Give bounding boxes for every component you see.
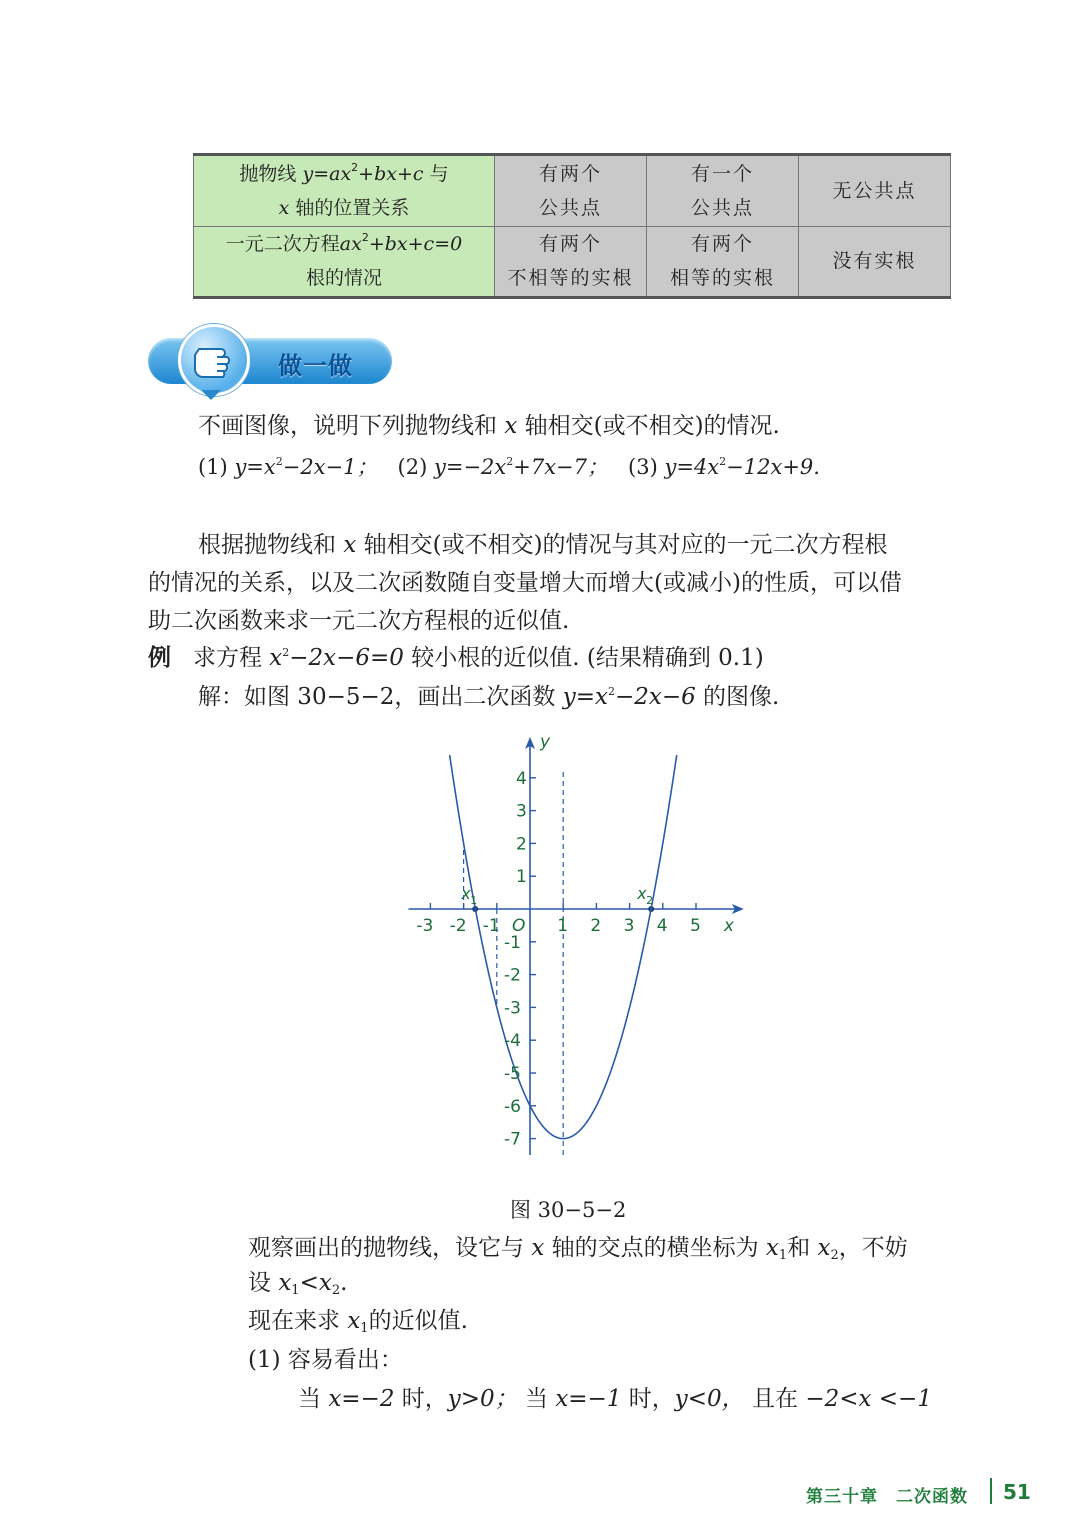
table-cell: 无公共点 [799, 155, 951, 227]
root-label: x [461, 884, 471, 903]
table-header-equation: 一元二次方程$ax^2+bx+c=0$ 根的情况 [194, 226, 495, 298]
now-line: 现在来求 $x_1$的近似值. [248, 1308, 468, 1336]
table-cell: 没有实根 [799, 226, 951, 298]
y-tick-label: -2 [504, 965, 521, 986]
x-tick-label: 4 [656, 916, 668, 936]
hand-icon [181, 327, 247, 393]
y-tick-label: -6 [504, 1096, 521, 1117]
observe-line: 设 $x_1<x_2$. [248, 1270, 348, 1298]
table-row [194, 226, 951, 298]
tick-labels [416, 732, 734, 1150]
x-tick-label: 2 [590, 916, 602, 936]
y-tick-label: 2 [516, 834, 527, 855]
example-question: 例 求方程 $x^2-2x-6=0$ 较小根的近似值. (结果精确到 0.1) [148, 645, 764, 671]
root-label: x [637, 884, 647, 903]
example-solution: 解：如图 30−5−2，画出二次函数 $y=x^2-2x-6$ 的图像. [198, 684, 780, 710]
y-tick-label: 1 [516, 867, 527, 888]
table-cell: 有一个 公共点 [647, 155, 799, 227]
y-tick-label: -4 [504, 1031, 521, 1052]
y-tick-label: -3 [504, 998, 521, 1019]
footer-chapter: 第三十章 二次函数 [806, 1487, 968, 1507]
exercise-intro: 不画图像，说明下列抛物线和 x 轴相交(或不相交)的情况. [198, 413, 780, 439]
footer-divider [990, 1478, 992, 1504]
table-cell: 有两个 公共点 [495, 155, 647, 227]
root-label-subscript: 1 [470, 894, 478, 907]
x-tick-label: 1 [557, 916, 569, 936]
table-row [194, 155, 951, 227]
relationship-table [193, 153, 951, 299]
table-cell: 有两个 不相等的实根 [495, 226, 647, 298]
badge-arrow [201, 390, 221, 400]
step1-line: (1) 容易看出： [248, 1347, 403, 1373]
badge-label: 做一做 [278, 352, 353, 380]
x-tick-label: -3 [416, 916, 434, 936]
y-tick-label: -1 [504, 932, 521, 953]
page-number: 51 [1003, 1480, 1031, 1504]
guide-lines [464, 768, 655, 1155]
paragraph-line: 根据抛物线和 x 轴相交(或不相交)的情况与其对应的一元二次方程根 [198, 532, 888, 558]
y-tick-label: 3 [516, 801, 527, 822]
y-tick-label: 4 [516, 768, 527, 789]
exercise-item: (1) $y=x^2-2x-1$； [198, 455, 378, 479]
table-cell: 有两个 相等的实根 [647, 226, 799, 298]
x-tick-label: 5 [690, 916, 701, 936]
observe-line: 观察画出的抛物线，设它与 x 轴的交点的横坐标为 $x_1$和 $x_2$，不妨 [248, 1235, 908, 1263]
root-label-subscript: 2 [646, 894, 654, 907]
x-tick-label: -2 [449, 916, 467, 936]
x-tick-label: -1 [482, 916, 500, 936]
badge-circle [178, 324, 250, 396]
x-tick-label: 3 [623, 916, 635, 936]
paragraph-line: 的情况的关系，以及二次函数随自变量增大而增大(或减小)的性质，可以借 [148, 570, 902, 596]
figure-caption: 图 30−5−2 [510, 1198, 627, 1222]
step1-detail: 当 x=−2 时，y>0； 当 x=−1 时，y<0， 且在 −2<x <−1 [298, 1386, 932, 1412]
x-axis-label: x [723, 916, 734, 936]
axes [408, 737, 743, 1155]
exercise-item: (3) $y=4x^2-12x+9$. [628, 455, 820, 479]
exercise-item: (2) $y=-2x^2+7x-7$； [397, 455, 609, 479]
exercise-items [198, 452, 820, 482]
paragraph-line: 助二次函数来求一元二次方程根的近似值. [148, 608, 570, 634]
y-axis-label: y [540, 732, 551, 752]
example-label: 例 [148, 645, 171, 671]
parabola-graph [395, 725, 745, 1165]
activity-badge [148, 322, 396, 402]
y-tick-label: -7 [504, 1129, 521, 1150]
table-header-parabola: 抛物线 $y=ax^2+bx+c$ 与 x 轴的位置关系 [194, 155, 495, 227]
y-tick-label: -5 [504, 1064, 521, 1084]
origin-label: O [512, 916, 526, 936]
